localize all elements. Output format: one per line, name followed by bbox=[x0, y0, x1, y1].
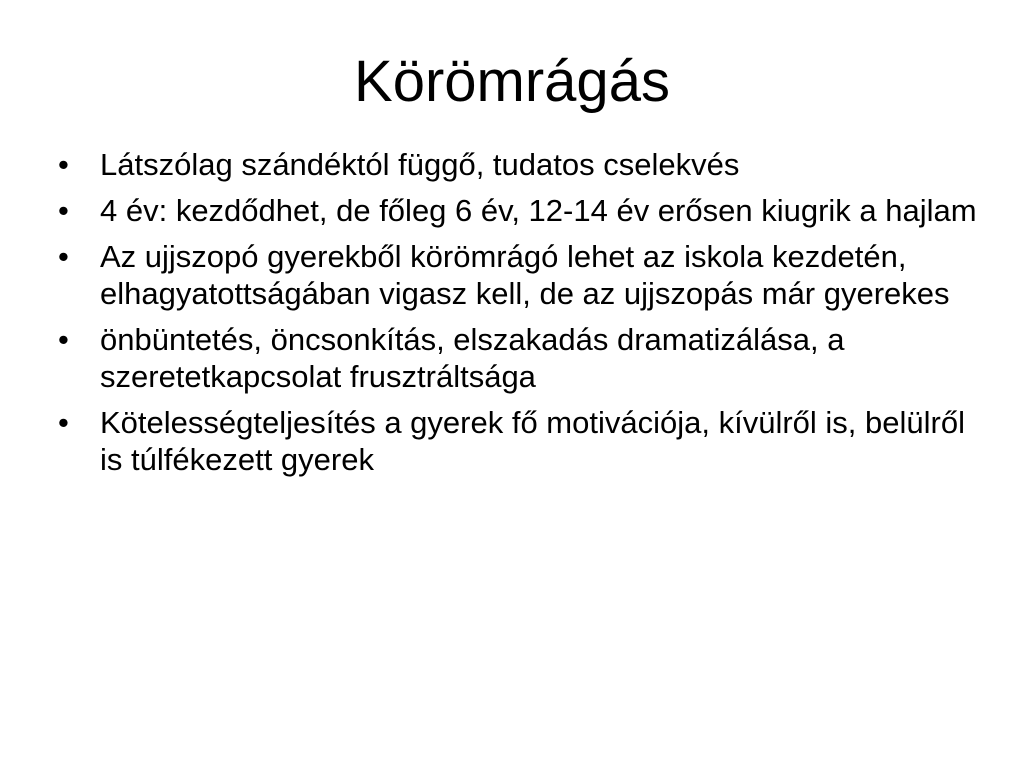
bullet-icon: • bbox=[58, 405, 69, 440]
list-item bbox=[58, 238, 978, 312]
bullet-text: 4 év: kezdődhet, de főleg 6 év, 12-14 év erősen kiugrik a hajlam bbox=[100, 193, 977, 228]
bullet-list bbox=[58, 146, 978, 487]
bullet-text: Látszólag szándéktól függő, tudatos cselekvés bbox=[100, 147, 740, 182]
list-item bbox=[58, 192, 978, 229]
bullet-text: Kötelességteljesítés a gyerek fő motivációja, kívülről is, belülről is túlfékezett gyerek bbox=[100, 405, 965, 477]
bullet-text: önbüntetés, öncsonkítás, elszakadás dramatizálása, a szeretetkapcsolat frusztráltsága bbox=[100, 322, 845, 394]
bullet-icon: • bbox=[58, 239, 69, 274]
bullet-text: Az ujjszopó gyerekből körömrágó lehet az iskola kezdetén, elhagyatottságában vigasz kell, de az ujjszopás már gyerekes bbox=[100, 239, 950, 311]
list-item bbox=[58, 146, 978, 183]
slide-title: Körömrágás bbox=[354, 49, 670, 114]
bullet-icon: • bbox=[58, 322, 69, 357]
list-item bbox=[58, 321, 978, 395]
bullet-icon: • bbox=[58, 193, 69, 228]
bullet-icon: • bbox=[58, 147, 69, 182]
list-item bbox=[58, 404, 978, 478]
